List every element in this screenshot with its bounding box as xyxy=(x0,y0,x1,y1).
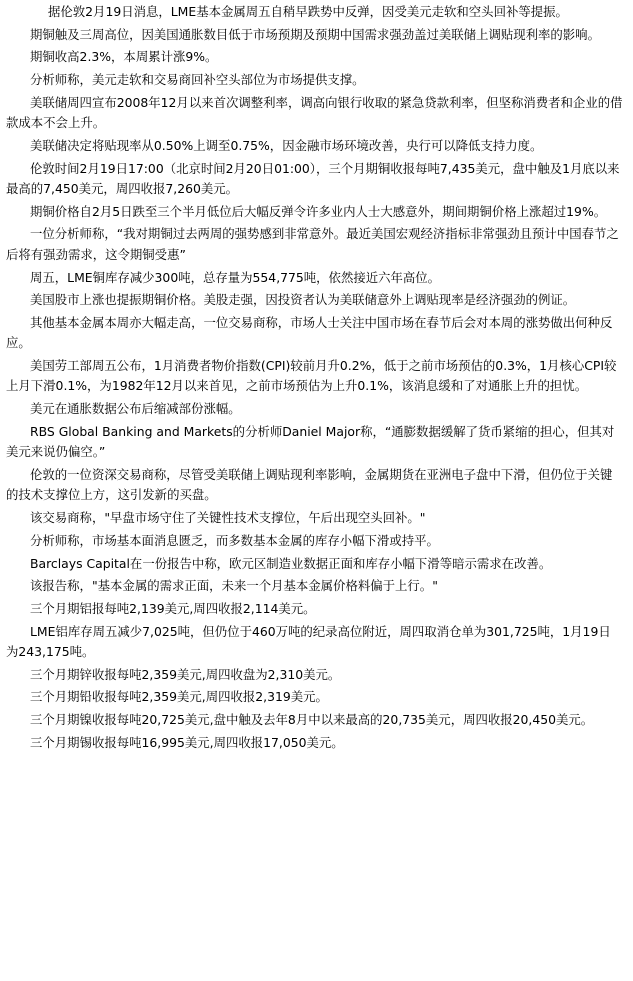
article-paragraph: 分析师称，市场基本面消息匮乏，而多数基本金属的库存小幅下滑或持平。 xyxy=(30,532,439,548)
article-paragraph: 期铜触及三周高位，因美国通胀数目低于市场预期及预期中国需求强劲盖过美联储上调贴现利率的影响。 xyxy=(30,26,600,42)
article-paragraph: 期铜收高2.3%，本周累计涨9%。 xyxy=(30,49,218,65)
article-paragraph: RBS Global Banking and Markets的分析师Daniel Major称，“通膨数据缓解了货币紧缩的担心，但其对美元来说仍偏空。” xyxy=(6,423,615,460)
article-paragraph: 三个月期铝报每吨2,139美元,周四收报2,114美元。 xyxy=(30,600,316,616)
article-paragraph: 一位分析师称，“我对期铜过去两周的强势感到非常意外。最近美国宏观经济指标非常强劲且预计中国春节之后将有强劲需求，这令期铜受惠” xyxy=(6,226,619,262)
article-paragraph: 美联储周四宣布2008年12月以来首次调整利率，调高向银行收取的紧急贷款利率，但坚称消费者和企业的借款成本不会上升。 xyxy=(6,94,623,131)
article-paragraph: 周五，LME铜库存减少300吨，总存量为554,775吨，依然接近六年高位。 xyxy=(30,269,441,285)
article-paragraph: 三个月期锡收报每吨16,995美元,周四收报17,050美元。 xyxy=(30,734,344,750)
article-paragraph: 该报告称，"基本金属的需求正面，未来一个月基本金属价格料偏于上行。" xyxy=(30,578,438,594)
article-paragraph: 美元在通胀数据公布后缩减部份涨幅。 xyxy=(30,401,241,417)
article-paragraph: 分析师称，美元走软和交易商回补空头部位为市场提供支撑。 xyxy=(30,72,365,88)
article-paragraph: 三个月期铅收报每吨2,359美元,周四收报2,319美元。 xyxy=(30,689,328,705)
article-paragraph: 期铜价格自2月5日跌至三个半月低位后大幅反弹令许多业内人士大感意外，期间期铜价格上涨超过19%。 xyxy=(30,203,607,219)
news-article xyxy=(6,2,623,756)
article-paragraph: 伦敦时间2月19日17:00（北京时间2月20日01:00），三个月期铜收报每吨7,435美元，盘中触及1月底以来最高的7,450美元，周四收报7,260美元。 xyxy=(6,160,620,197)
article-paragraph: LME铝库存周五减少7,025吨，但仍位于460万吨的纪录高位附近，周四取消仓单为301,725吨，1月19日为243,175吨。 xyxy=(6,623,611,660)
article-paragraph: Barclays Capital在一份报告中称，欧元区制造业数据正面和库存小幅下滑等暗示需求在改善。 xyxy=(30,555,552,571)
article-paragraph: 该交易商称，"早盘市场守住了关键性技术支撑位，午后出现空头回补。" xyxy=(30,510,426,526)
article-paragraph: 美联储决定将贴现率从0.50%上调至0.75%，因金融市场环境改善，央行可以降低支持力度。 xyxy=(30,137,543,153)
article-paragraph: 三个月期锌收报每吨2,359美元,周四收盘为2,310美元。 xyxy=(30,666,341,682)
article-paragraph: 美国股市上涨也提振期铜价格。美股走强，因投资者认为美联储意外上调贴现率是经济强劲的例证。 xyxy=(30,292,576,308)
article-paragraph: 据伦敦2月19日消息，LME基本金属周五自稍早跌势中反弹，因受美元走软和空头回补等提振。 xyxy=(48,4,568,19)
article-paragraph: 其他基本金属本周亦大幅走高，一位交易商称，市场人士关注中国市场在春节后会对本周的涨势做出何种反应。 xyxy=(6,314,613,351)
article-paragraph: 三个月期镍收报每吨20,725美元,盘中触及去年8月中以来最高的20,735美元，周四收报20,450美元。 xyxy=(30,712,594,728)
article-paragraph: 伦敦的一位资深交易商称，尽管受美联储上调贴现利率影响，金属期货在亚洲电子盘中下滑，但仍位于关键的技术支撑位上方，这引发新的买盘。 xyxy=(6,466,613,503)
article-paragraph: 美国劳工部周五公布，1月消费者物价指数(CPI)较前月升0.2%，低于之前市场预估的0.3%，1月核心CPI较上月下滑0.1%，为1982年12月以来首见，之前市场预估为上升0.1%，该消息缓和了对通胀上升的担忧。 xyxy=(6,358,617,394)
